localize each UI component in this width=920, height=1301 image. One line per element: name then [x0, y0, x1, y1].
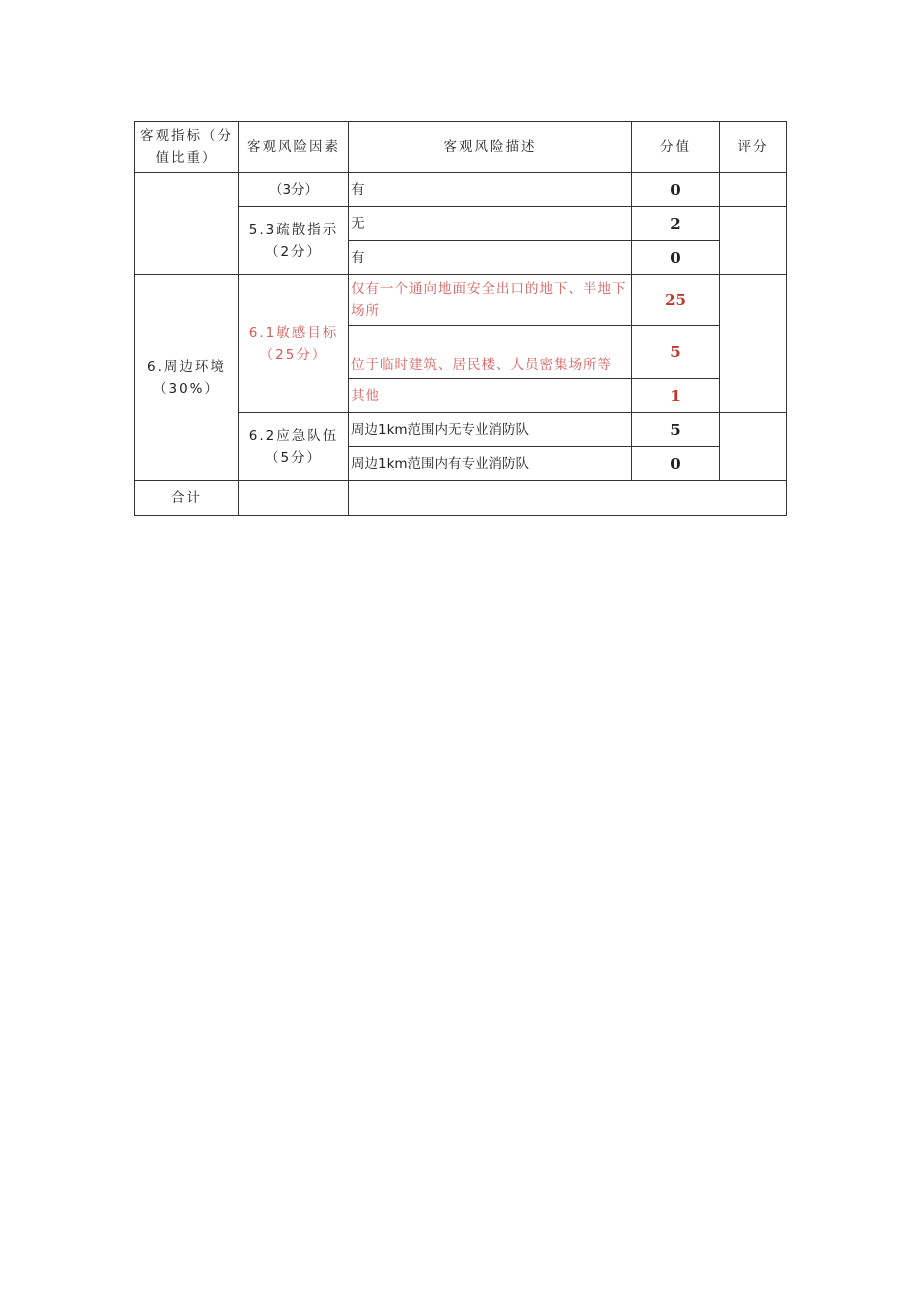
table-row	[135, 275, 787, 326]
total-label: 合计	[135, 481, 239, 516]
score-cell: 1	[632, 379, 720, 413]
rating-cell-emergency-team[interactable]	[720, 413, 787, 481]
description-cell: 有	[349, 173, 632, 207]
factor-cell-emergency-team: 6.2应急队伍（5分）	[239, 413, 349, 481]
header-factor: 客观风险因素	[239, 122, 349, 173]
header-description: 客观风险描述	[349, 122, 632, 173]
total-value-cell[interactable]	[349, 481, 787, 516]
header-rating: 评分	[720, 122, 787, 173]
description-cell: 周边1km范围内有专业消防队	[349, 447, 632, 481]
description-cell: 位于临时建筑、居民楼、人员密集场所等	[349, 326, 632, 379]
factor-cell-sensitive-target: 6.1敏感目标（25分）	[239, 275, 349, 413]
header-indicator: 客观指标（分值比重）	[135, 122, 239, 173]
rating-cell-sensitive-target[interactable]	[720, 275, 787, 413]
description-cell: 仅有一个通向地面安全出口的地下、半地下场所	[349, 275, 632, 326]
indicator-cell-empty	[135, 173, 239, 275]
score-cell: 25	[632, 275, 720, 326]
indicator-cell-environment: 6.周边环境（30%）	[135, 275, 239, 481]
header-row	[135, 122, 787, 173]
description-cell: 其他	[349, 379, 632, 413]
score-cell: 0	[632, 447, 720, 481]
factor-cell-evacuation: 5.3疏散指示（2分）	[239, 207, 349, 275]
factor-cell: （3分）	[239, 173, 349, 207]
risk-assessment-table	[134, 121, 787, 516]
rating-cell-evacuation[interactable]	[720, 207, 787, 275]
description-cell: 周边1km范围内无专业消防队	[349, 413, 632, 447]
total-row	[135, 481, 787, 516]
header-score: 分值	[632, 122, 720, 173]
description-cell: 有	[349, 241, 632, 275]
description-cell: 无	[349, 207, 632, 241]
score-cell: 5	[632, 413, 720, 447]
rating-cell[interactable]	[720, 173, 787, 207]
score-cell: 5	[632, 326, 720, 379]
score-cell: 2	[632, 207, 720, 241]
score-cell: 0	[632, 173, 720, 207]
total-factor-cell	[239, 481, 349, 516]
table-row	[135, 173, 787, 207]
score-cell: 0	[632, 241, 720, 275]
